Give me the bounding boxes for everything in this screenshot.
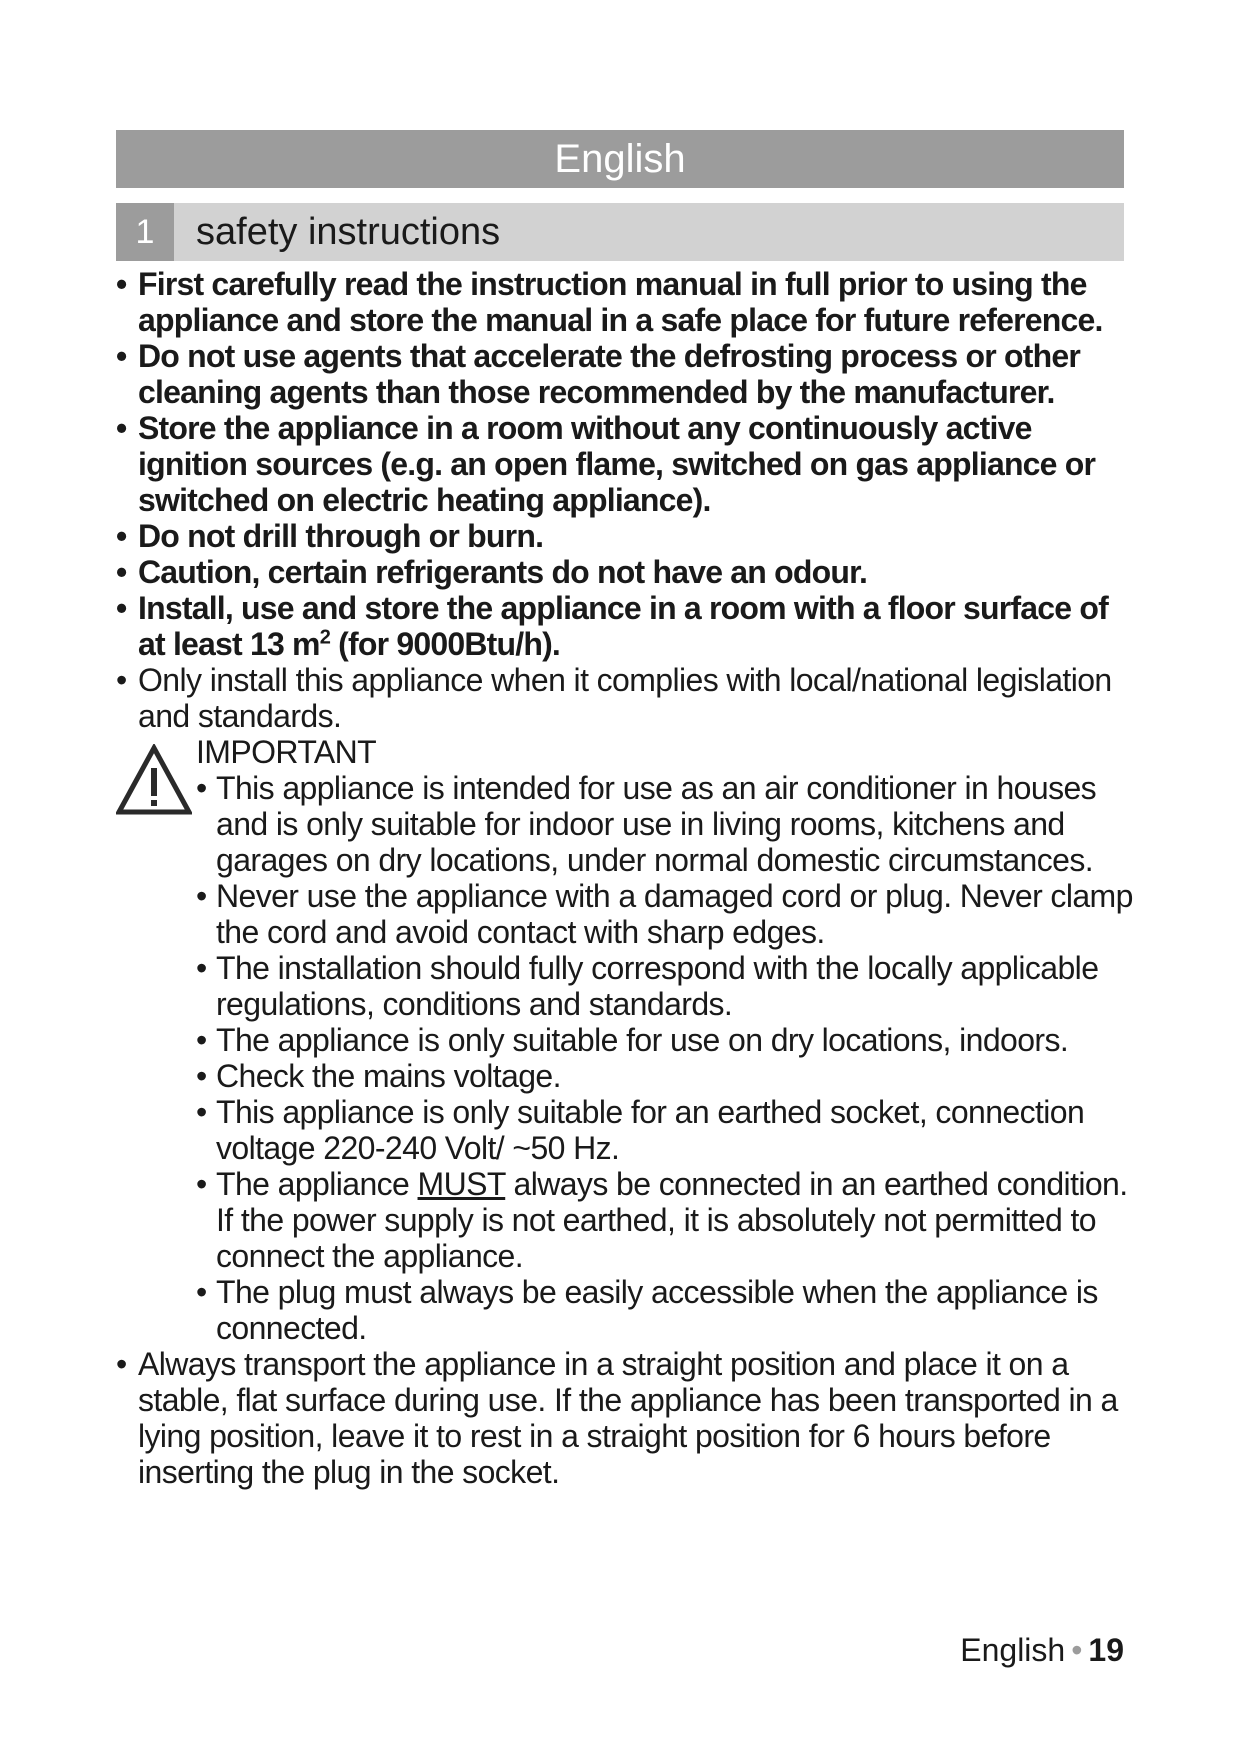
item-text: The installation should fully correspond with the locally applicable regulations, conditions and standards. — [216, 950, 1099, 1022]
bullet: • — [116, 554, 127, 590]
section-number: 1 — [116, 203, 174, 261]
item-text: The appliance is only suitable for use on dry locations, indoors. — [216, 1022, 1069, 1058]
item-text: Do not use agents that accelerate the defrosting process or other cleaning agents than those recommended by the manufacturer. — [138, 338, 1081, 410]
bullet: • — [196, 1166, 207, 1202]
bullet: • — [196, 1274, 207, 1310]
bullet: • — [116, 590, 127, 626]
item-text: Do not drill through or burn. — [138, 518, 544, 554]
list-item — [116, 410, 1136, 518]
safety-list — [116, 266, 1136, 734]
item-text: The plug must always be easily accessible when the appliance is connected. — [216, 1274, 1098, 1346]
bullet: • — [116, 266, 127, 302]
important-block — [116, 734, 1136, 1346]
list-item — [196, 878, 1136, 950]
list-item — [196, 1094, 1136, 1166]
item-text: Check the mains voltage. — [216, 1058, 561, 1094]
list-item — [116, 518, 1136, 554]
bullet: • — [196, 1058, 207, 1094]
list-item — [196, 770, 1136, 878]
item-text: Install, use and store the appliance in a room with a floor surface of at least 13 m — [138, 590, 1108, 662]
bullet: • — [196, 878, 207, 914]
bullet: • — [116, 662, 127, 698]
footer-language: English — [960, 1632, 1066, 1668]
list-item — [196, 1022, 1136, 1058]
item-text: always be connected in an earthed condition. If the power supply is not earthed, it is absolutely not permitted to connect the appliance. — [216, 1166, 1128, 1274]
bullet: • — [116, 518, 127, 554]
bullet: • — [196, 770, 207, 806]
page-number: 19 — [1088, 1632, 1124, 1668]
footer-separator: • — [1071, 1632, 1083, 1668]
list-item — [196, 950, 1136, 1022]
list-item — [116, 554, 1136, 590]
list-item — [116, 662, 1136, 734]
item-text: Only install this appliance when it complies with local/national legislation and standards. — [138, 662, 1112, 734]
list-item — [196, 1058, 1136, 1094]
item-text: First carefully read the instruction manual in full prior to using the appliance and store the manual in a safe place for future reference. — [138, 266, 1103, 338]
important-list — [196, 770, 1136, 1346]
item-text: This appliance is only suitable for an earthed socket, connection voltage 220-240 Volt/ ~50 Hz. — [216, 1094, 1085, 1166]
floor-surface-item — [116, 590, 1136, 662]
item-text: Caution, certain refrigerants do not have an odour. — [138, 554, 868, 590]
item-text: Never use the appliance with a damaged cord or plug. Never clamp the cord and avoid contact with sharp edges. — [216, 878, 1133, 950]
item-text: The appliance — [216, 1166, 418, 1202]
list-item — [116, 1346, 1136, 1490]
important-heading: IMPORTANT — [196, 734, 377, 770]
bullet: • — [196, 1022, 207, 1058]
item-text: This appliance is intended for use as an air conditioner in houses and is only suitable for indoor use in living rooms, kitchens and garages on dry locations, under normal domestic circumstances. — [216, 770, 1097, 878]
must-item — [196, 1166, 1136, 1274]
warning-triangle-icon — [116, 744, 192, 816]
list-item — [116, 266, 1136, 338]
list-item — [116, 338, 1136, 410]
bullet: • — [116, 410, 127, 446]
must-emphasis: MUST — [417, 1166, 506, 1202]
page-footer — [960, 1630, 1124, 1670]
section-header — [116, 203, 1124, 261]
language-header: English — [116, 130, 1124, 188]
bullet: • — [196, 1094, 207, 1130]
safety-list-continued — [116, 1346, 1136, 1490]
bullet: • — [116, 1346, 127, 1382]
safety-content — [116, 266, 1136, 1490]
bullet: • — [116, 338, 127, 374]
item-text: Always transport the appliance in a straight position and place it on a stable, flat surface during use. If the appliance has been transported in a lying position, leave it to rest in a straight position for 6 hours before inserting the plug in the socket. — [138, 1346, 1118, 1490]
list-item — [196, 1274, 1136, 1346]
superscript: 2 — [319, 626, 331, 649]
item-text: (for 9000Btu/h). — [330, 626, 561, 662]
item-text: Store the appliance in a room without any continuously active ignition sources (e.g. an open flame, switched on gas appliance or switched on electric heating appliance). — [138, 410, 1096, 518]
bullet: • — [196, 950, 207, 986]
section-title: safety instructions — [196, 211, 501, 253]
